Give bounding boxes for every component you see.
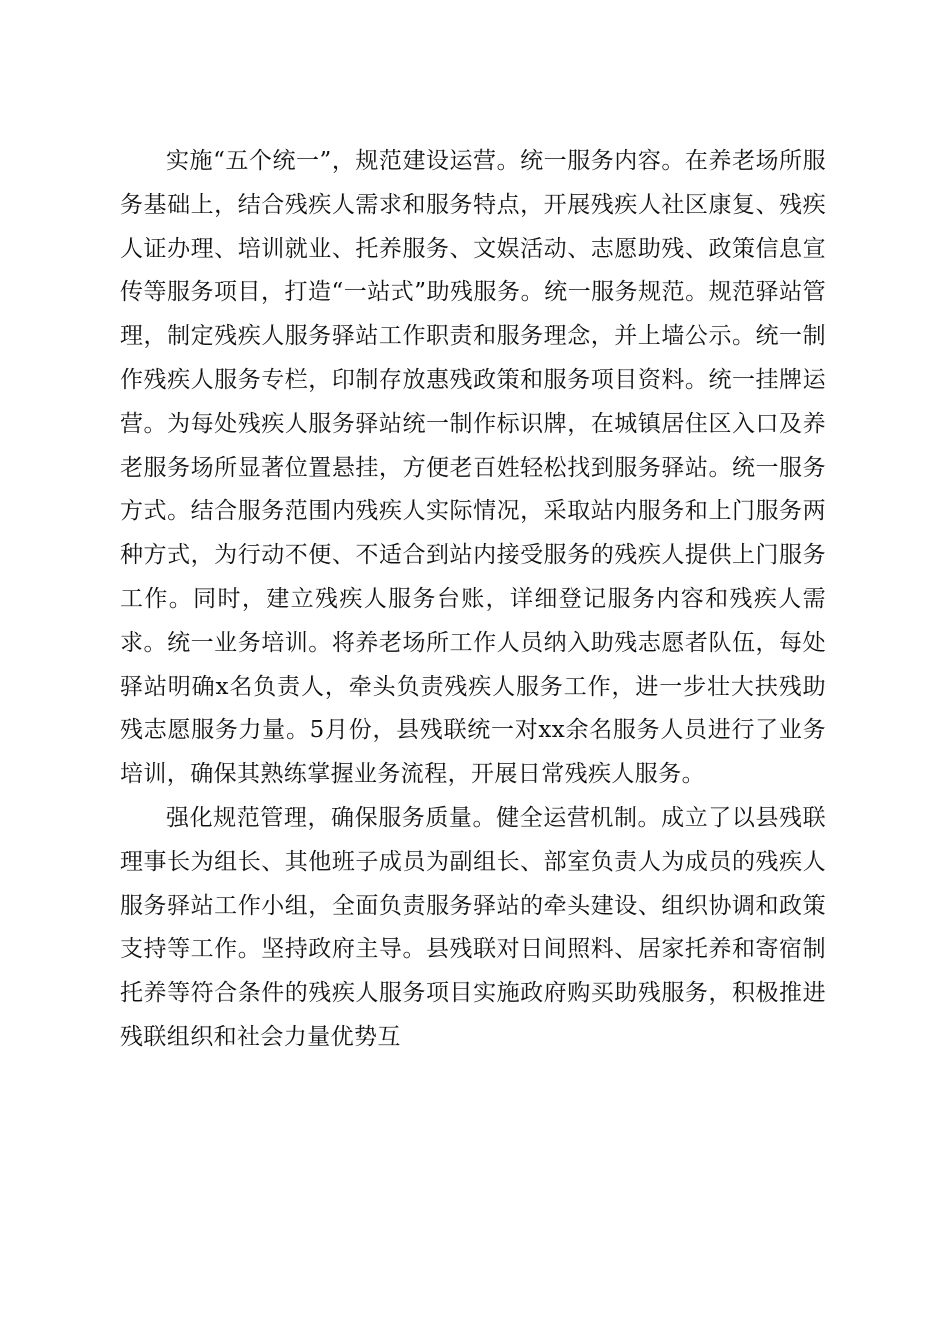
- paragraph-five-unifications: 实施“五个统一”，规范建设运营。统一服务内容。在养老场所服务基础上，结合残疾人需求和服务特点，开展残疾人社区康复、残疾人证办理、培训就业、托养服务、文娱活动、志愿助残、政策信息宣传等服务项目，打造“一站式”助残服务。统一服务规范。规范驿站管理，制定残疾人服务驿站工作职责和服务理念，并上墙公示。统一制作残疾人服务专栏，印制存放惠残政策和服务项目资料。统一挂牌运营。为每处残疾人服务驿站统一制作标识牌，在城镇居住区入口及养老服务场所显著位置悬挂，方便老百姓轻松找到服务驿站。统一服务方式。结合服务范围内残疾人实际情况，采取站内服务和上门服务两种方式，为行动不便、不适合到站内接受服务的残疾人提供上门服务工作。同时，建立残疾人服务台账，详细登记服务内容和残疾人需求。统一业务培训。将养老场所工作人员纳入助残志愿者队伍，每处驿站明确x名负责人，牵头负责残疾人服务工作，进一步壮大扶残助残志愿服务力量。5月份，县残联统一对xx余名服务人员进行了业务培训，确保其熟练掌握业务流程，开展日常残疾人服务。: [120, 148, 826, 788]
- paragraph-standardized-management: 强化规范管理，确保服务质量。健全运营机制。成立了以县残联理事长为组长、其他班子成员为副组长、部室负责人为成员的残疾人服务驿站工作小组，全面负责服务驿站的牵头建设、组织协调和政策支持等工作。坚持政府主导。县残联对日间照料、居家托养和寄宿制托养等符合条件的残疾人服务项目实施政府购买助残服务，积极推进残联组织和社会力量优势互: [120, 804, 826, 1050]
- document-body: [120, 140, 826, 1060]
